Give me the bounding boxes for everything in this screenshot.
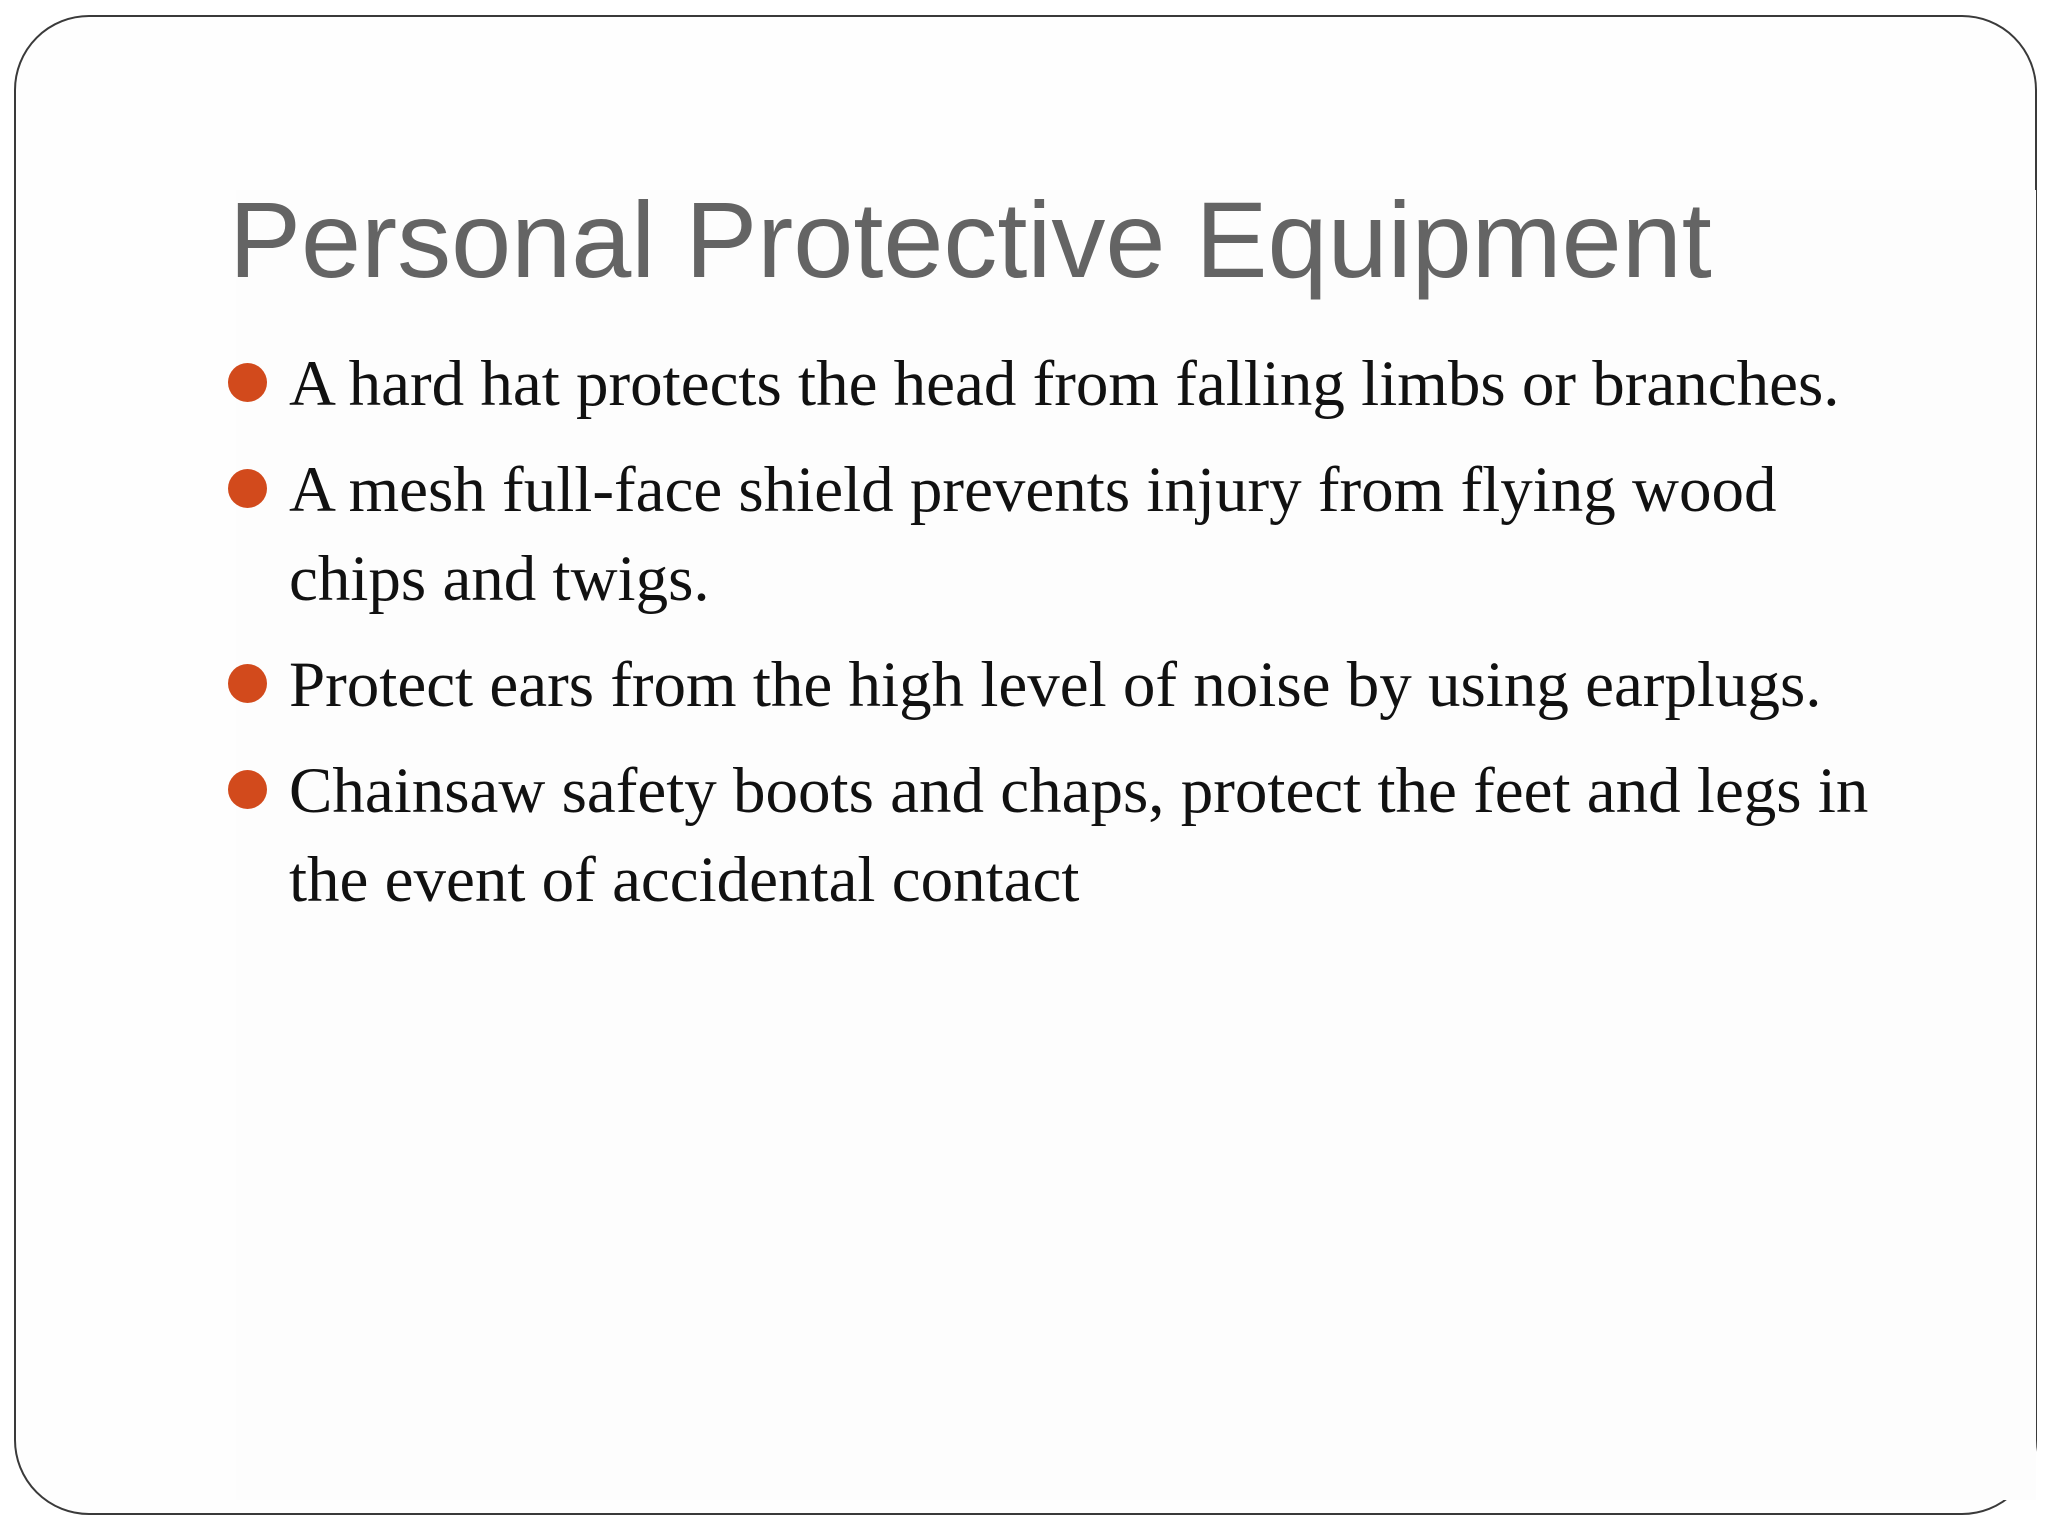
bullet-item-earplugs xyxy=(228,641,1928,730)
bullet-dot-icon xyxy=(228,363,267,402)
bullet-dot-icon xyxy=(228,664,267,703)
bullet-text: Chainsaw safety boots and chaps, protect the feet and legs in the event of accidental contact xyxy=(289,755,1869,916)
bullet-item-face-shield xyxy=(228,446,1928,624)
bullet-list xyxy=(228,340,1928,942)
bullet-dot-icon xyxy=(228,469,267,508)
bullet-dot-icon xyxy=(228,770,267,809)
slide-title: Personal Protective Equipment xyxy=(229,179,1712,300)
bullet-text: A mesh full-face shield prevents injury from flying wood chips and twigs. xyxy=(289,454,1777,615)
bullet-text: Protect ears from the high level of noise by using earplugs. xyxy=(289,649,1822,721)
bullet-item-hard-hat xyxy=(228,340,1928,429)
bullet-text: A hard hat protects the head from falling limbs or branches. xyxy=(289,348,1840,420)
bullet-item-boots-chaps xyxy=(228,747,1928,925)
